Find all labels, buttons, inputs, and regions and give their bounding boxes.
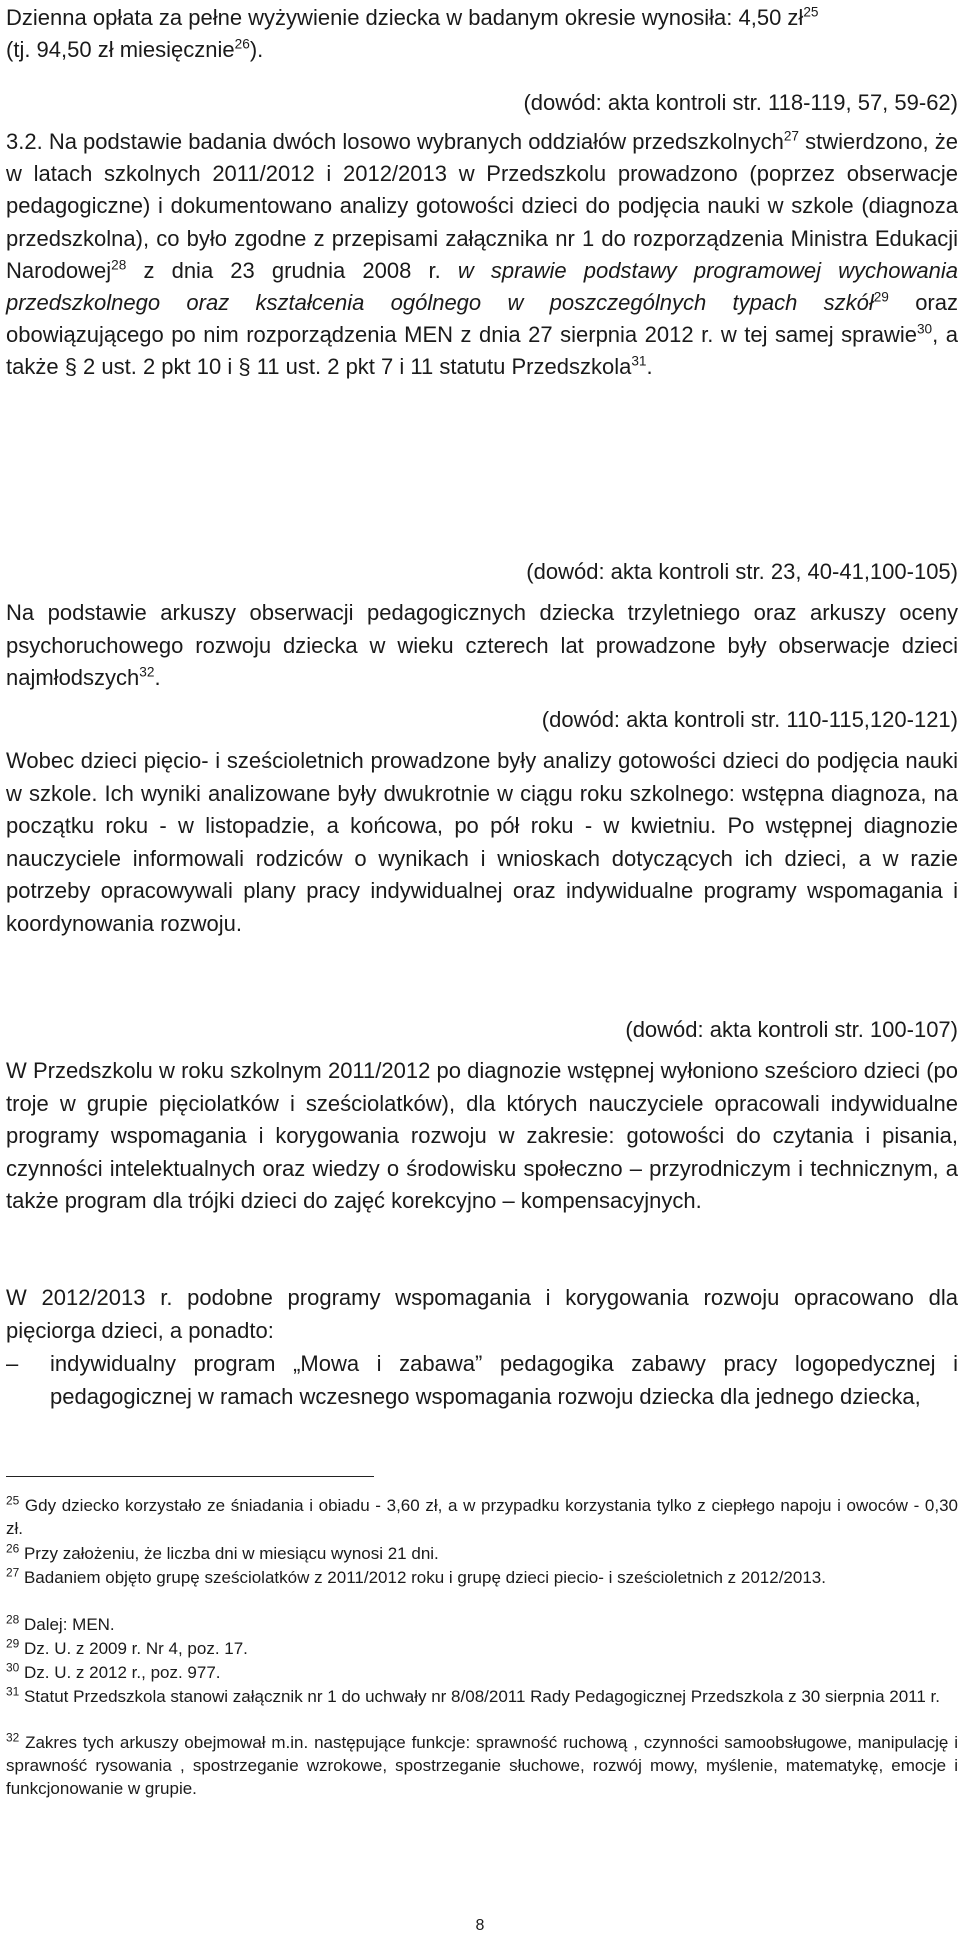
meal-cost-paragraph (6, 2, 958, 66)
list-item: indywidualny program „Mowa i zabawa” pedagogika zabawy pracy logopedycznej i pedagogicznej w ramach wczesnego wspomagania rozwoju dziecka dla jednego dziecka, (50, 1351, 958, 1409)
footnote-32 (6, 1731, 958, 1800)
footnote-30 (6, 1661, 958, 1684)
section-3-2-text-3: z dnia 23 grudnia 2008 r. (126, 257, 458, 283)
section-3-2-text-2: stwierdzono, że w latach szkolnych 2011/2012 i 2012/2013 w Przedszkolu prowadzono (poprzez obserwacje pedagogiczne) i dokumentowano analizy gotowości dzieci do podjęcia nauki w szkole (diagnoza przedszkolna), co było zgodne z przepisami załącznika nr 1 do rozporządzenia Ministra Edukacji Narodowej (6, 129, 958, 283)
footnote-31 (6, 1685, 958, 1708)
section-3-2-text-4: oraz obowiązującego po nim rozporządzenia MEN z dnia 27 sierpnia 2012 r. w tej samej sprawie (6, 290, 958, 348)
footnote-number: 27 (6, 1565, 20, 1580)
observation-sheets-end: . (154, 665, 161, 690)
footnote-number: 25 (6, 1493, 20, 1508)
footnote-28 (6, 1613, 958, 1636)
section-3-2-text-5: , a także § 2 ust. 2 pkt 10 i § 11 ust. 2 pkt 7 i 11 statutu Przedszkola (6, 322, 958, 380)
footnote-ref-31: 31 (631, 354, 647, 370)
section-3-2-text-1: 3.2. Na podstawie badania dwóch losowo wybranych oddziałów przedszkolnych (6, 129, 784, 154)
footnote-25 (6, 1494, 958, 1540)
readiness-analysis-paragraph: Wobec dzieci pięcio- i sześcioletnich prowadzone były analizy gotowości dzieci do podjęcia nauki w szkole. Ich wyniki analizowane były dwukrotnie w ciągu roku szkolnego: wstępna diagnoza, na początku roku - w listopadzie, a końcowa, po pół roku - w kwietniu. Po wstępnej diagnozie nauczyciele informowali rodziców o wynikach i wnioskach dotyczących ich dzieci, a w razie potrzeby opracowywali plany pracy indywidualnej oraz indywidualne programy wspomagania i koordynowania rozwoju. (6, 748, 958, 936)
observation-sheets-text: Na podstawie arkuszy obserwacji pedagogicznych dziecka trzyletniego oraz arkuszy oceny psychoruchowego rozwoju dziecka w wieku czterech lat prowadzone były obserwacje dzieci najmłodszych (6, 600, 958, 690)
proof-citation: (dowód: akta kontroli str. 118-119, 57, 59-62) (523, 90, 958, 115)
footnote-text: Przy założeniu, że liczba dni w miesiącu wynosi 21 dni. (23, 1544, 439, 1563)
footnote-ref-30: 30 (916, 321, 933, 337)
footnote-27 (6, 1566, 958, 1589)
footnote-ref-32: 32 (139, 664, 155, 680)
footnote-text: Zakres tych arkuszy obejmował m.in. następujące funkcje: sprawność ruchową , czynności samoobsługowe, manipulację i sprawność rysowania , spostrzeganie wzrokowe, spostrzeganie słuchowe, rozwój mowy, myślenie, matematykę, emocje i funkcjonowanie w grupie. (6, 1733, 958, 1798)
footnote-text: Badaniem objęto grupę sześciolatków z 2011/2012 roku i grupę dzieci piecio- i sześcioletnich z 2012/2013. (23, 1568, 826, 1587)
footnote-ref-26: 26 (234, 36, 250, 52)
page-number: 8 (475, 1917, 485, 1934)
observation-sheets-paragraph (6, 597, 958, 695)
footnote-29 (6, 1637, 958, 1660)
section-3-2-paragraph (6, 126, 958, 384)
footnote-number: 29 (6, 1636, 20, 1651)
meal-cost-line-2: (tj. 94,50 zł miesięcznie (6, 37, 235, 62)
list-dash: – (6, 1351, 19, 1376)
meal-cost-line-2-end: ). (249, 37, 264, 62)
footnote-number: 32 (6, 1730, 20, 1745)
footnote-text: Statut Przedszkola stanowi załącznik nr 1 do uchwały nr 8/08/2011 Rady Pedagogicznej Przedszkola z 30 sierpnia 2011 r. (23, 1687, 940, 1706)
footnote-number: 28 (6, 1612, 20, 1627)
footnote-text: Dz. U. z 2009 r. Nr 4, poz. 17. (23, 1639, 248, 1658)
footnote-number: 31 (6, 1684, 20, 1699)
footnote-text: Dz. U. z 2012 r., poz. 977. (23, 1663, 221, 1682)
footnote-text: Dalej: MEN. (23, 1615, 115, 1634)
meal-cost-line-1: Dzienna opłata za pełne wyżywienie dziecka w badanym okresie wynosiła: 4,50 zł (6, 5, 804, 30)
footnote-text: Gdy dziecko korzystało ze śniadania i obiadu - 3,60 zł, a w przypadku korzystania tylko z ciepłego napoju i owoców - 0,30 zł. (6, 1496, 958, 1538)
regulation-title-italic: w sprawie podstawy programowej wychowania przedszkolnego oraz kształcenia ogólnego w poszczególnych typach szkół (6, 257, 958, 316)
footnote-number: 26 (6, 1541, 20, 1556)
proof-citation: (dowód: akta kontroli str. 110-115,120-121) (541, 707, 958, 732)
proof-citation: (dowód: akta kontroli str. 100-107) (625, 1017, 958, 1042)
footnote-ref-28: 28 (111, 257, 127, 273)
footnote-separator (6, 1476, 374, 1477)
proof-citation: (dowód: akta kontroli str. 23, 40-41,100-105) (526, 559, 958, 584)
footnote-26 (6, 1542, 958, 1565)
footnote-ref-25: 25 (803, 4, 819, 20)
programs-2012-paragraph: W 2012/2013 r. podobne programy wspomagania i korygowania rozwoju opracowano dla pięciorga dzieci, a ponadto: (6, 1285, 958, 1343)
footnote-ref-27: 27 (783, 128, 800, 144)
section-3-2-text-6: . (646, 354, 653, 380)
footnote-number: 30 (6, 1660, 20, 1675)
footnote-ref-29: 29 (873, 289, 889, 305)
programs-2011-paragraph: W Przedszkolu w roku szkolnym 2011/2012 po diagnozie wstępnej wyłoniono sześcioro dzieci (po troje w grupie pięciolatków i sześciolatków), dla których nauczyciele opracowali indywidualne programy wspomagania i korygowania rozwoju w zakresie: gotowości do czytania i pisania, czynności intelektualnych oraz wiedzy o środowisku społeczno – przyrodniczym i technicznym, a także program dla trójki dzieci do zajęć korekcyjno – kompensacyjnych. (6, 1058, 958, 1213)
